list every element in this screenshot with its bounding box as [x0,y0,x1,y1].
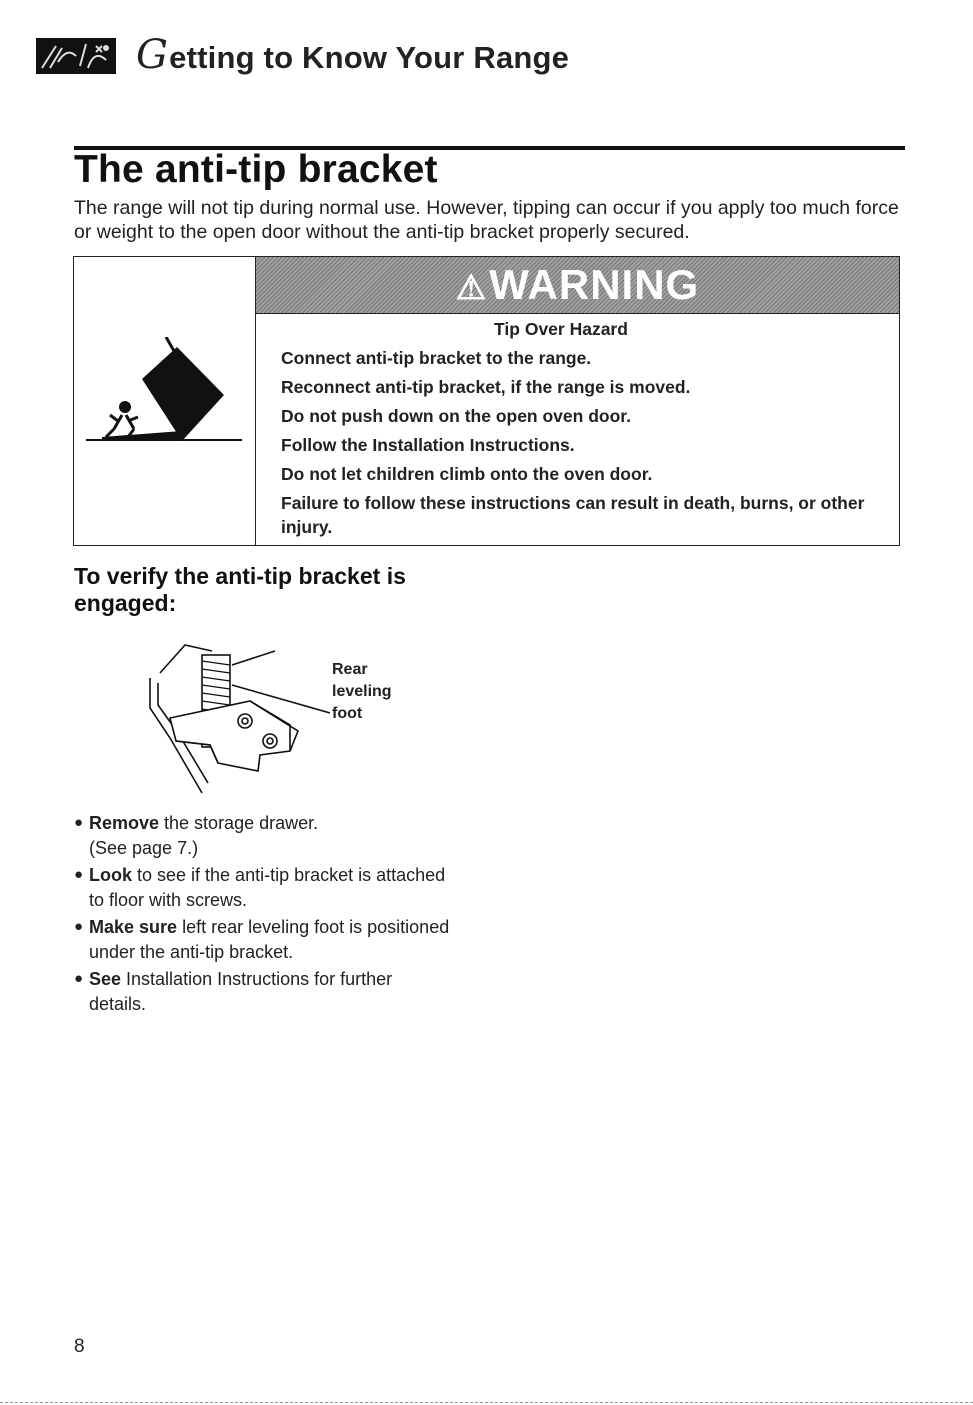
warning-label [456,261,699,309]
page-number: 8 [74,1336,85,1357]
bullet-icon: ● [74,866,84,883]
instruction-item [74,967,454,1016]
warning-line: Failure to follow these instructions can result in death, burns, or other injury. [281,493,865,537]
instruction-keyword: Remove [89,813,160,833]
instruction-keyword: Make sure [89,917,178,937]
warning-line: Do not let children climb onto the oven door. [281,464,653,484]
instruction-text: Installation Instructions for further details. [89,969,393,1014]
warning-box [73,256,900,546]
bullet-icon: ● [74,970,84,987]
callout-line: Rear [332,661,368,678]
section-logo-icon [36,38,116,74]
bullet-icon: ● [74,918,84,935]
leveling-foot-callout [332,659,392,725]
hazard-title: Tip Over Hazard [494,319,628,339]
chapter-title-initial: G [136,32,169,78]
warning-triangle-icon: ⚠ [455,269,488,307]
instruction-text: left rear leveling foot is positioned under the anti-tip bracket. [89,917,450,962]
warning-banner [256,257,899,314]
chapter-title-rest: etting to Know Your Range [169,40,570,75]
chapter-title [136,32,569,78]
instruction-item [74,863,454,912]
instruction-item [74,811,454,860]
warning-content [281,317,891,539]
leveling-foot-illustration [140,633,330,808]
warning-illustration-panel [74,257,256,545]
intro-paragraph: The range will not tip during normal use. However, tipping can occur if you apply too much force or weight to the open door without the anti-tip bracket properly secured. [74,197,899,243]
bullet-icon: ● [74,814,84,831]
instruction-list [74,811,454,1019]
instruction-keyword: Look [89,865,132,885]
instruction-text: to see if the anti-tip bracket is attached to floor with screws. [89,865,446,910]
instruction-note: (See page 7.) [89,837,199,858]
warning-line: Do not push down on the open oven door. [281,406,631,426]
page-bottom-edge [0,1402,973,1404]
verify-heading: To verify the anti-tip bracket is engaged: [74,563,406,616]
instruction-item [74,915,454,964]
warning-word: WARNING [489,261,700,308]
instruction-keyword: See [89,969,122,989]
instruction-text: the storage drawer. [159,813,319,833]
callout-line: foot [332,705,363,722]
warning-line: Reconnect anti-tip bracket, if the range is moved. [281,377,691,397]
tip-over-hazard-icon [82,337,247,447]
warning-line: Follow the Installation Instructions. [281,435,575,455]
section-title: The anti-tip bracket [74,148,438,191]
callout-line: leveling [332,683,392,700]
warning-line: Connect anti-tip bracket to the range. [281,348,592,368]
